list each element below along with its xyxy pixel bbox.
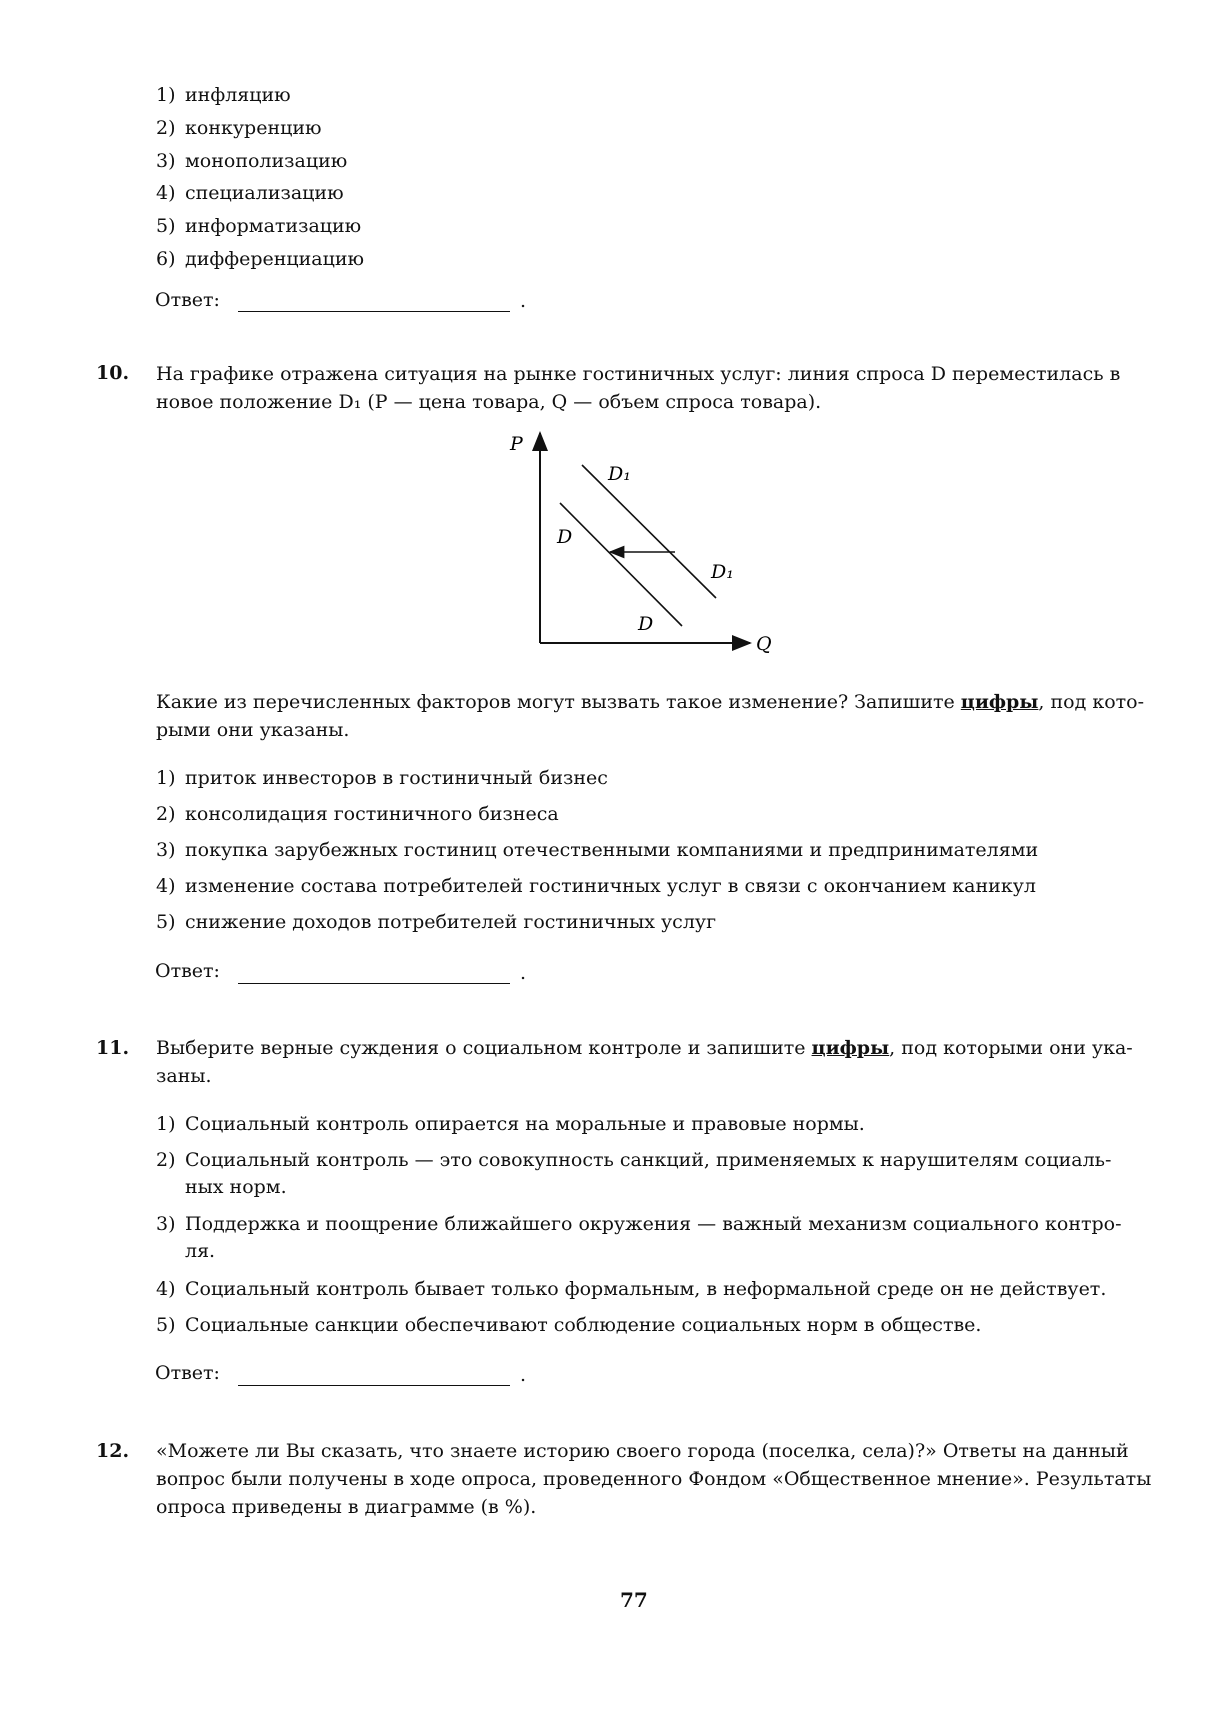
- series-line-d: [560, 503, 682, 626]
- q10-option: 5) снижение доходов потребителей гостиничных услуг: [156, 911, 717, 933]
- q9-option: 1) инфляцию: [156, 84, 291, 106]
- emphasis-digits: цифры: [811, 1037, 890, 1059]
- label-d1-upper: D₁: [608, 463, 631, 485]
- emphasis-digits: цифры: [960, 691, 1039, 713]
- q12-number: 12.: [96, 1440, 130, 1462]
- q10-option: 3) покупка зарубежных гостиниц отечественными компаниями и предпринимателями: [156, 839, 1039, 861]
- q10-answer-label: Ответ:: [155, 960, 220, 982]
- label-d-upper: D: [557, 526, 573, 548]
- q11-option: 5) Социальные санкции обеспечивают соблюдение социальных норм в обществе.: [156, 1314, 982, 1336]
- q12-text: «Можете ли Вы сказать, что знаете историю своего города (поселка, села)?» Ответы на данный вопрос были получены в ходе опроса, проведенного Фондом «Общественное мнение». Результаты опроса приведены в диаграмме (в %).: [156, 1440, 1152, 1518]
- q11-option: 4) Социальный контроль бывает только формальным, в неформальной среде он не действует.: [156, 1278, 1107, 1300]
- q9-answer-dot: .: [520, 290, 527, 312]
- q10-text-line2: новое положение D₁ (P — цена товара, Q — объем спроса товара).: [156, 391, 822, 413]
- q9-option: 4) специализацию: [156, 182, 344, 204]
- label-d-lower: D: [638, 613, 654, 635]
- q9-option: 2) конкуренцию: [156, 117, 322, 139]
- q10-text: [156, 360, 1186, 416]
- series-line-d1: [582, 465, 716, 598]
- q10-answer-field[interactable]: [238, 983, 510, 984]
- q11-number: 11.: [96, 1037, 130, 1059]
- q10-option: 4) изменение состава потребителей гостиничных услуг в связи с окончанием каникул: [156, 875, 1036, 897]
- q10-question: Какие из перечисленных факторов могут вызвать такое изменение? Запишите цифры, под кото- рыми они указаны.: [156, 691, 1145, 741]
- q11-option: 1) Социальный контроль опирается на моральные и правовые нормы.: [156, 1113, 865, 1135]
- x-axis-label: Q: [756, 633, 772, 655]
- q10-text-line1: На графике отражена ситуация на рынке гостиничных услуг: линия спроса D переместилась в: [156, 363, 1121, 385]
- y-axis-label: P: [510, 433, 523, 455]
- q10-option: 2) консолидация гостиничного бизнеса: [156, 803, 559, 825]
- q11-answer-label: Ответ:: [155, 1362, 220, 1384]
- label-d1-lower: D₁: [711, 561, 734, 583]
- demand-shift-chart: [500, 425, 800, 665]
- q11-answer-field[interactable]: [238, 1385, 510, 1386]
- q9-option: 5) информатизацию: [156, 215, 362, 237]
- q9-answer-label: Ответ:: [155, 289, 220, 311]
- q11-option: 3) Поддержка и поощрение ближайшего окружения — важный механизм социального контро- ля.: [156, 1213, 1122, 1262]
- q10-option: 1) приток инвесторов в гостиничный бизнес: [156, 767, 608, 789]
- q10-number: 10.: [96, 362, 130, 384]
- q9-option: 6) дифференциацию: [156, 248, 365, 270]
- q11-answer-dot: .: [520, 1364, 527, 1386]
- q11-option: 2) Социальный контроль — это совокупность санкций, применяемых к нарушителям социаль- ных норм.: [156, 1149, 1112, 1198]
- q9-option: 3) монополизацию: [156, 150, 348, 172]
- q9-answer-field[interactable]: [238, 311, 510, 312]
- q10-answer-dot: .: [520, 962, 527, 984]
- q11-text: Выберите верные суждения о социальном контроле и запишите цифры, под которыми они ука- заны.: [156, 1037, 1133, 1087]
- page-number: 77: [620, 1588, 648, 1612]
